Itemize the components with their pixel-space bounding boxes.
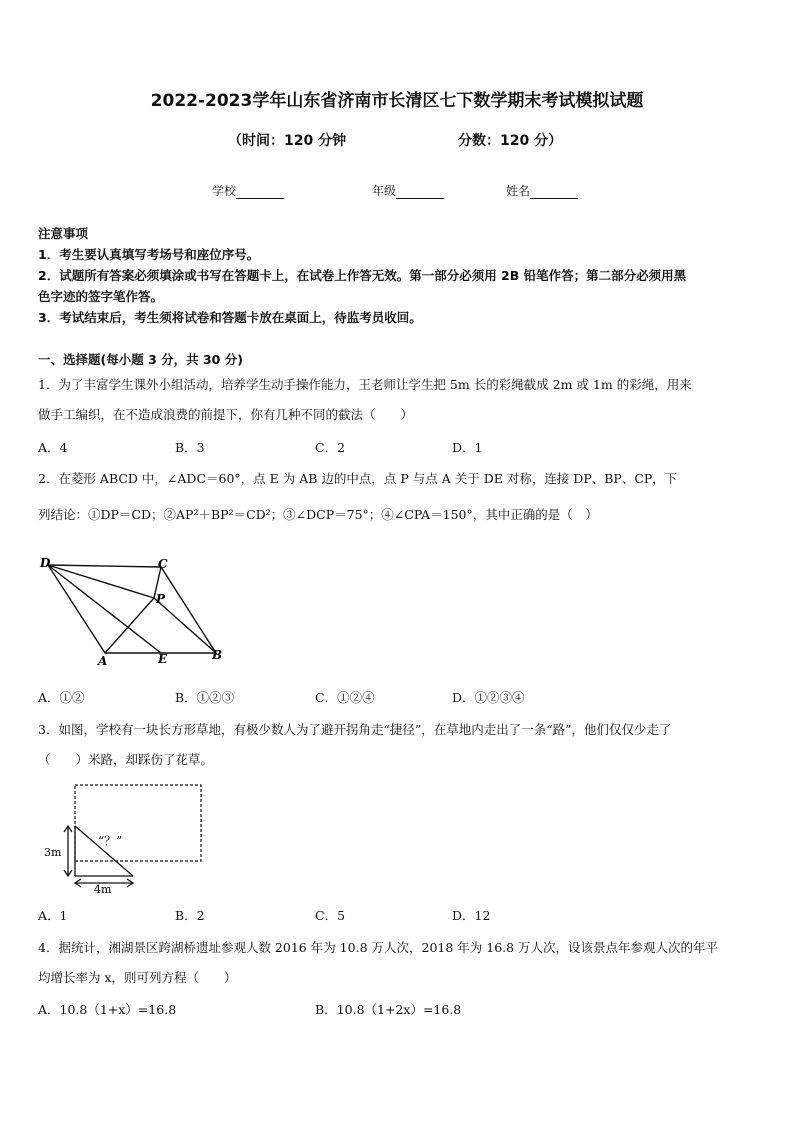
label-e: E (158, 652, 168, 666)
notice-heading: 注意事项 (38, 226, 89, 241)
segment-dp (48, 565, 154, 598)
name-label: 姓名 (506, 184, 531, 198)
q4-text: 4．据统计，湘湖景区跨湖桥遗址参观人数 2016 年为 10.8 万人次，2018 年为 16.8 万人次，设该景点年参观人次的年平 (38, 940, 719, 955)
notice-item: 色字迹的签字笔作答。 (38, 289, 164, 304)
q2-text: 列结论：①DP＝CD；②AP²＋BP²＝CD²；③∠DCP＝75°；④∠CPA＝150°，其中正确的是（ ） (38, 507, 598, 522)
label-3m: 3m (44, 846, 62, 859)
exam-score: 分数：120 分） (458, 133, 563, 149)
q1-option-a[interactable]: A．4 (38, 440, 68, 455)
notice-item: 3．考试结束后，考生须将试卷和答题卡放在桌面上，待监考员收回。 (38, 310, 422, 325)
q1-option-c[interactable]: C．2 (315, 440, 346, 455)
exam-time: （时间：120 分钟 (228, 133, 347, 149)
name-field[interactable] (506, 182, 578, 199)
q2-option-a[interactable]: A．①② (38, 690, 85, 705)
grade-field[interactable] (372, 182, 444, 199)
q4-text: 均增长率为 x，则可列方程（ ） (38, 970, 237, 985)
q4-option-b[interactable]: B．10.8（1+2x）=16.8 (315, 1002, 462, 1017)
rhombus-figure (36, 555, 236, 667)
q3-text: （ ）米路，却踩伤了花草。 (38, 752, 214, 767)
lawn-figure (40, 782, 210, 894)
q3-option-b[interactable]: B．2 (175, 908, 205, 923)
notice-item: 2．试题所有答案必须填涂或书写在答题卡上，在试卷上作答无效。第一部分必须用 2B 铅笔作答；第二部分必须用黑 (38, 268, 687, 283)
label-p: P (156, 592, 166, 606)
q3-option-a[interactable]: A．1 (38, 908, 68, 923)
rhombus-outline (48, 565, 216, 653)
q4-option-a[interactable]: A．10.8（1+x）=16.8 (38, 1002, 177, 1017)
school-label: 学校 (212, 184, 237, 198)
q1-option-b[interactable]: B．3 (175, 440, 205, 455)
label-d: D (40, 556, 51, 570)
q1-text: 1．为了丰富学生课外小组活动，培养学生动手操作能力，王老师让学生把 5m 长的彩绳截成 2m 或 1m 的彩绳，用来 (38, 377, 692, 392)
segment-ap (105, 598, 154, 653)
grade-label: 年级 (372, 184, 397, 198)
school-field[interactable] (212, 182, 284, 199)
label-a: A (98, 654, 108, 668)
lawn-rect (75, 785, 201, 861)
q1-text: 做手工编织，在不造成浪费的前提下，你有几种不同的截法（ ） (38, 407, 414, 422)
notice-item: 1．考生要认真填写考场号和座位序号。 (38, 247, 260, 262)
q2-text: 2．在菱形 ABCD 中，∠ADC＝60°，点 E 为 AB 边的中点，点 P 与点 A 关于 DE 对称，连接 DP、BP、CP，下 (38, 471, 678, 486)
name-blank[interactable] (530, 186, 578, 199)
label-question: “？” (98, 834, 123, 848)
school-blank[interactable] (236, 186, 284, 199)
grade-blank[interactable] (396, 186, 444, 199)
exam-title: 2022-2023学年山东省济南市长清区七下数学期末考试模拟试题 (150, 91, 644, 111)
label-4m: 4m (94, 883, 112, 896)
label-c: C (158, 557, 168, 571)
q1-option-d[interactable]: D．1 (452, 440, 483, 455)
q3-text: 3．如图，学校有一块长方形草地，有极少数人为了避开拐角走“捷径”，在草地内走出了一条“路”，他们仅仅少走了 (38, 722, 672, 737)
segment-bp (154, 598, 216, 653)
q2-option-b[interactable]: B．①②③ (175, 690, 235, 705)
label-b: B (212, 648, 223, 662)
q2-option-c[interactable]: C．①②④ (315, 690, 375, 705)
q3-option-d[interactable]: D．12 (452, 908, 491, 923)
q2-option-d[interactable]: D．①②③④ (452, 690, 525, 705)
section-heading: 一、选择题(每小题 3 分，共 30 分) (38, 352, 243, 367)
q3-option-c[interactable]: C．5 (315, 908, 346, 923)
